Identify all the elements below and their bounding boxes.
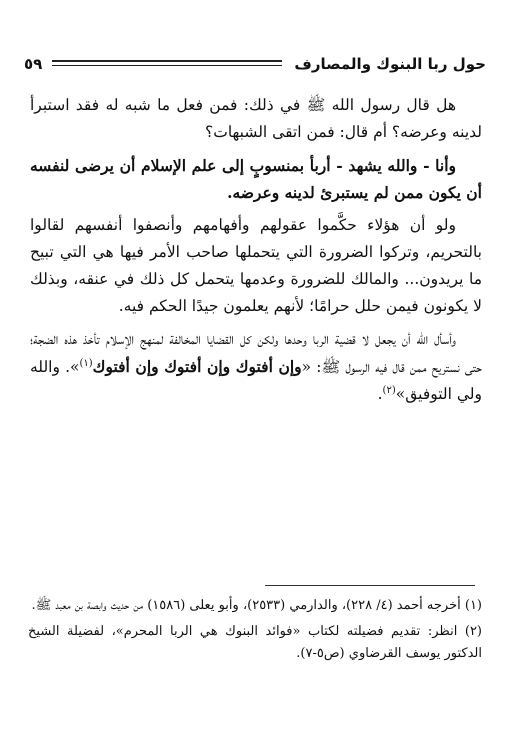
paragraph-4-end: . — [377, 385, 383, 403]
footnote-1: (١) أخرجه أحمد (٤/ ٢٢٨)، والدارمي (٢٥٣٣)، وأبو يعلى (١٥٨٦) من حديث وابصة بن معبد ﷺ. — [31, 598, 482, 613]
body-text — [30, 92, 482, 414]
running-title: حول ربا البنوك والمصارف — [294, 55, 486, 73]
page-number: ٥٩ — [24, 55, 43, 73]
paragraph-4 — [30, 326, 482, 408]
hadith-quote: وإن أفتوك وإن أفتوك وإن أفتوك — [92, 357, 302, 376]
paragraph-4-text: وأسأل الله أن يجعل لا قضية الربا وحدها ولكن كل القضايا المخالفة لمنهج الإسلام تأخذ هذه الضجة؛ حتى نستريح ممن قال فيه الرسول ﷺ: « — [30, 330, 482, 376]
page-header — [24, 46, 486, 82]
header-double-rule — [52, 60, 282, 68]
paragraph-2: وأنا - والله يشهد - أربأ بمنسوبٍ إلى علم الإسلام أن يرضى لنفسه أن يكون ممن لم يستبرئ لدينه وعرضه. — [30, 156, 482, 202]
paragraph-4-closing: ». والله ولي التوفيق» — [30, 358, 482, 403]
footnote-separator — [265, 585, 475, 586]
footnote-2: (٢) انظر: تقديم فضيلته لكتاب «فوائد البنوك هي الربا المحرم»، لفضيلة الشيخ الدكتور يوسف القرضاوي (ص٥-٧). — [28, 624, 482, 661]
paragraph-3: ولو أن هؤلاء حكَّموا عقولهم وأفهامهم وأنصفوا أنفسهم لقالوا بالتحريم، وتركوا الضرورة التي يتحملها صاحب الأمر فيها هي التي تبيح ما يريدون... والمالك للضرورة وعدمها يتحمل كل ذلك في عنقه، وبذلك لا يكونون فيمن حلل حرامًا؛ لأنهم يعلمون جيدًا الحكم فيه. — [30, 216, 482, 315]
footnote-ref-1: (١) — [79, 357, 93, 369]
footnotes — [28, 595, 482, 669]
footnote-ref-2: (٢) — [382, 384, 396, 396]
paragraph-1: هل قال رسول الله ﷺ في ذلك: فمن فعل ما شبه له فقد استبرأ لدينه وعرضه؟ أم قال: فمن اتقى الشبهات؟ — [30, 96, 482, 141]
